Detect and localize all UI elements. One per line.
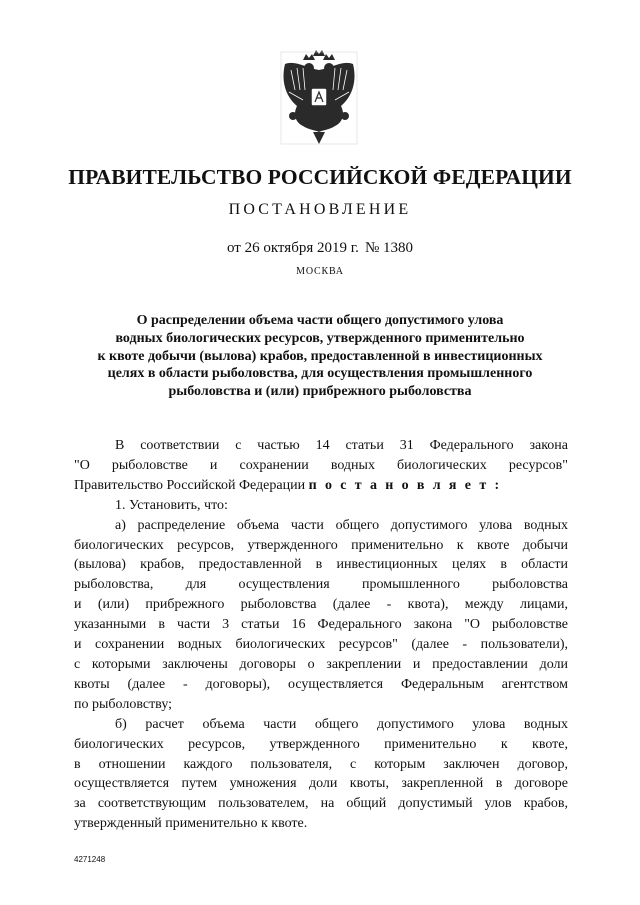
body-line: и (или) прибрежного рыболовства (далее - квота), между лицами, (74, 597, 568, 613)
body-line: осуществляется путем умножения доли квоты, закрепленной в договоре (74, 776, 568, 792)
city: МОСКВА (296, 266, 344, 277)
body-line: квоты (далее - договоры), осуществляется Федеральным агентством (74, 676, 568, 692)
body-line: и сохранении водных биологических ресурсов" (далее - пользователи), (74, 637, 568, 653)
heading-line: к квоте добычи (вылова) крабов, предоставленной в инвестиционных (97, 348, 543, 364)
body-line: по рыболовству; (74, 696, 173, 712)
body-line: "О рыболовстве и сохранении водных биологических ресурсов" (74, 457, 568, 473)
body-line: в отношении каждого пользователя, с которым заключен договор, (74, 756, 568, 772)
government-name: Правительство Российской Федерации (74, 477, 306, 493)
body-line: биологических ресурсов, утвержденного применительно к квоте, (74, 736, 568, 752)
document-number: № 1380 (364, 240, 413, 256)
decree-heading (60, 312, 580, 401)
government-title: ПРАВИТЕЛЬСТВО РОССИЙСКОЙ ФЕДЕРАЦИИ (68, 165, 572, 189)
body-line: биологических ресурсов, утвержденного применительно к квоте добычи (74, 537, 568, 553)
heading-line: О распределении объема части общего допустимого улова (136, 313, 504, 328)
body-line: указанными в части 3 статьи 16 Федерального закона "О рыболовстве (74, 617, 568, 633)
document-type: ПОСТАНОВЛЕНИЕ (228, 201, 412, 218)
body-line: с которыми заключены договоры о закреплении и предоставлении доли (74, 656, 568, 672)
body-line: а) распределение объема части общего допустимого улова водных (115, 517, 568, 533)
heading-line: рыболовства и (или) прибрежного рыболовства (168, 384, 472, 400)
point-1: 1. Установить, что: (115, 497, 228, 513)
body-line: за соответствующим пользователем, на общий допустимый улов крабов, (74, 796, 568, 812)
decree-word: п о с т а н о в л я е т : (308, 477, 502, 493)
state-emblem-icon (273, 50, 365, 146)
body-line: утвержденный применительно к квоте. (74, 816, 308, 832)
document-date: от 26 октября 2019 г. (226, 240, 359, 256)
body-line: б) расчет объема части общего допустимого улова водных (115, 716, 568, 732)
document-body (74, 436, 568, 834)
date-number-line (0, 240, 640, 257)
body-line: (вылова) крабов, предоставленной в инвестиционных целях в области (74, 557, 568, 573)
body-line: рыболовства, для осуществления промышленного рыболовства (74, 577, 568, 593)
document-code: 4271248 (74, 855, 106, 864)
body-line: В соответствии с частью 14 статьи 31 Федерального закона (115, 438, 568, 453)
heading-line: целях в области рыболовства, для осуществления промышленного (107, 366, 533, 382)
body-line (74, 476, 568, 496)
heading-line: водных биологических ресурсов, утвержденного применительно (115, 330, 525, 346)
